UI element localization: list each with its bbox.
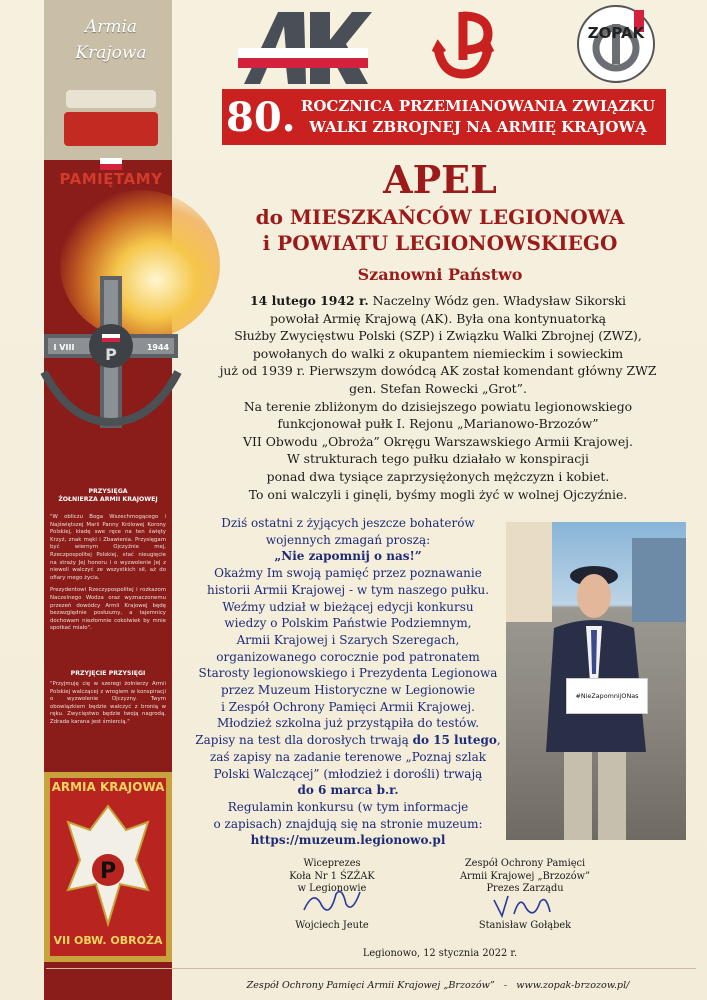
sig-left-line-1: Wiceprezes [303, 858, 361, 869]
script-line-2: Krajowa [75, 43, 147, 63]
signer-left-name: Wojciech Jeute [295, 920, 369, 931]
svg-text:P: P [105, 345, 117, 364]
museum-link[interactable]: https://muzeum.legionowo.pl [250, 833, 446, 848]
ak-cross-emblem [30, 272, 190, 432]
hashtag-sign: #NieZapomnijONas [566, 678, 648, 714]
oath-text [50, 514, 166, 638]
appeal-deadline-1: do 15 lutego [412, 733, 497, 748]
signer-right-name: Stanisław Gołąbek [478, 920, 572, 931]
appeal-line-13: Młodzież szkolna już przystąpiła do testów. [216, 716, 480, 731]
body-line-5: już od 1939 r. Pierwszym dowódcą AK został komendant główny ZWZ [219, 363, 657, 379]
banner-line-1: ROCZNICA PRZEMIANOWANIA ZWIĄZKU [300, 97, 656, 115]
banner-text [290, 96, 666, 138]
signature-scribble-right-icon [490, 890, 554, 920]
oath-paragraph-2: Prezydentowi Rzeczypospolitej i rozkazom Naczelnego Wodza oraz wyznaczonemu przezeń dowódcy Armii Krajowej będę bezwzględnie posłuszny, a tajemnicy dochowam niezłomnie cokolwiek by mnie spotkać miało". [50, 587, 166, 632]
appeal-line-14-c: , [496, 733, 501, 748]
body-line-10: W strukturach tego pułku działało w konspiracji [287, 451, 589, 467]
body-line-7: Na terenie zbliżonym do dzisiejszego powiatu legionowskiego [243, 398, 633, 414]
ribbon-red-icon [64, 112, 158, 146]
document-date: Legionowo, 12 stycznia 2022 r. [362, 948, 518, 959]
subtitle-line-2: i POWIATU LEGIONOWSKIEGO [262, 231, 618, 255]
appeal-line-8: Armii Krajowej i Szarych Szeregach, [236, 632, 460, 647]
appeal-line-12: i Zespół Ochrony Pamięci Armii Krajowej. [221, 699, 475, 714]
sig-left-line-2: Koła Nr 1 ŚZŻAK [289, 870, 375, 882]
appeal-line-11: przez Muzeum Historyczne w Legionowie [220, 683, 476, 698]
body-line-11: ponad dwa tysiące zaprzysiężonych mężczyzn i kobiet. [266, 468, 610, 484]
appeal-line-7: wiedzy o Polskim Państwie Podziemnym, [224, 616, 472, 631]
appeal-line-14 [190, 732, 506, 749]
ak-cross-icon [30, 272, 190, 432]
appeal-line-6: Weźmy udział w bieżącej edycji konkursu [222, 599, 474, 614]
acceptance-text: "Przyjmuję cię w szeregi żołnierzy Armii Polskiej walczącej z wrogiem w konspiracji o wyzwolenie Ojczyzny. Twym obowiązkiem będzie walczyć z bronią w ręku. Zwycięstwo będzie twoją nagrodą. Zdrada karana jest śmiercią." [50, 681, 166, 725]
oath-title-line-2: ŻOŁNIERZA ARMII KRAJOWEJ [58, 496, 158, 503]
appeal-line-10: Starosty legionowskiego i Prezydenta Legionowa [198, 666, 498, 681]
appeal-line-2: wojennych zmagań proszą: [265, 532, 431, 547]
appeal-deadline-2: do 6 marca b.r. [297, 783, 399, 798]
ak-logo-icon [234, 8, 372, 84]
zopak-logo-icon [576, 4, 656, 84]
script-line-1: Armia [84, 17, 138, 37]
signature-scribble-left-icon [300, 884, 364, 918]
sig-right-line-2: Armii Krajowej „Brzozów” [459, 870, 590, 882]
badge-top-label: ARMIA KRAJOWA [51, 780, 165, 794]
banner-number: 80. [226, 94, 296, 141]
body-line-12: To oni walczyli i ginęli, byśmy mogli żyć w wolnej Ojczyźnie. [248, 486, 628, 502]
svg-text:ZOPAK: ZOPAK [587, 24, 645, 42]
footer-divider [46, 968, 696, 969]
body-line-9: VII Obwodu „Obroża” Okręgu Warszawskiego Armii Krajowej. [243, 433, 633, 449]
svg-text:I VIII: I VIII [53, 343, 75, 352]
appeal-line-4: Okażmy Im swoją pamięć przez poznawanie [214, 566, 482, 581]
page-title: APEL [383, 157, 497, 202]
body-line-6: gen. Stefan Rowecki „Grot”. [349, 380, 527, 396]
body-date: 14 lutego 1942 r. [250, 293, 369, 308]
body-line-3: Służby Zwycięstwu Polski (SZP) i Związku Walki Zbrojnej (ZWZ), [234, 328, 642, 344]
eagle-emblem-icon [62, 800, 154, 930]
body-line-1 [176, 292, 700, 310]
body-line-8: funkcjonował pułk I. Rejonu „Marianowo-Brzozów” [277, 416, 599, 432]
pamietamy-label: PAMIĘTAMY [59, 170, 163, 188]
badge-bottom-label: VII OBW. OBROŻA [53, 934, 163, 947]
sig-right-line-1: Zespół Ochrony Pamięci [464, 858, 586, 869]
oath-paragraph-1: "W obliczu Boga Wszechmogącego i Najświętszej Marii Panny Królowej Korony Polskiej, kładę swe ręce na ten święty Krzyż, znak męki i Zbawienia. Przysięgam być wiernym Ojczyźnie mej, Rzeczpospolitej Polskiej, stać nieugięcie na straży Jej honoru i o wyzwolenie Jej z niewoli walczyć ze wszystkich sił, aż do ofiary mego życia. [50, 514, 166, 581]
subtitle-line-1: do MIESZKAŃCÓW LEGIONOWA [255, 205, 625, 229]
armia-krajowa-script-title [56, 14, 166, 66]
oath-title [50, 488, 166, 504]
appeal-slogan: „Nie zapomnij o nas!” [274, 549, 422, 564]
appeal-line-9: organizowanego corocznie pod patronatem [216, 649, 480, 664]
svg-text:AK: AK [302, 80, 304, 81]
body-line-2: powołał Armię Krajową (AK). Była ona kontynuatorką [270, 310, 606, 326]
appeal-line-5: historii Armii Krajowej - w tym naszego pułku. [206, 582, 490, 597]
acceptance-title: PRZYJĘCIE PRZYSIĘGI [70, 670, 146, 677]
appeal-line-1: Dziś ostatni z żyjących jeszcze bohaterów [221, 516, 475, 530]
appeal-line-18: Regulamin konkursu (w tym informacje [227, 799, 469, 814]
body-line-4: powołanych do walki z okupantem niemieckim i sowieckim [252, 345, 624, 361]
sig-left-line-3: w Legionowie [297, 883, 367, 894]
polska-walczaca-anchor-icon [430, 8, 496, 80]
sig-right-line-3: Prezes Zarządu [486, 883, 564, 894]
banner-line-2: WALKI ZBROJNEJ NA ARMIĘ KRAJOWĄ [309, 118, 647, 136]
oath-title-line-1: PRZYSIĘGA [88, 488, 128, 495]
ribbon-white-icon [66, 90, 156, 108]
svg-text:P: P [99, 859, 117, 884]
svg-text:1944: 1944 [146, 343, 170, 352]
appeal-line-19: o zapisach) znajdują się na stronie muzeum: [213, 816, 483, 831]
footer-text: Zespół Ochrony Pamięci Armii Krajowej „Brzozów” - www.zopak-brzozow.pl/ [246, 980, 630, 991]
appeal-line-16: Polski Walczącej” (młodzież i dorośli) trwają [213, 766, 483, 781]
body-paragraph [176, 292, 700, 503]
appeal-line-15: zaś zapisy na zadanie terenowe „Poznaj szlak [209, 749, 487, 764]
greeting: Szanowni Państwo [357, 265, 523, 284]
appeal-paragraph [190, 515, 506, 849]
appeal-line-14-a: Zapisy na test dla dorosłych trwają [195, 733, 413, 748]
body-line-1-rest: Naczelny Wódz gen. Władysław Sikorski [368, 293, 626, 308]
